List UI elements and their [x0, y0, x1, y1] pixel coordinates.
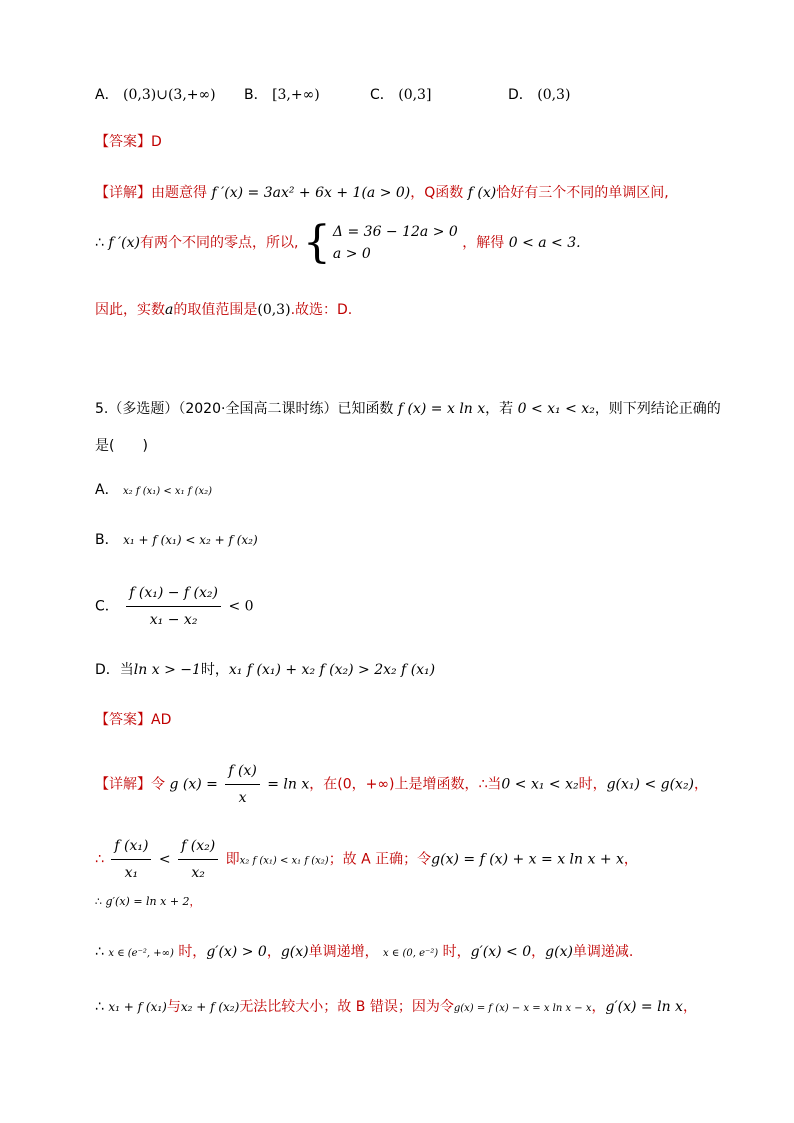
fraction-denominator: x₁ — [124, 865, 139, 881]
option-text: (0,3) — [537, 87, 571, 103]
q4-option-b — [244, 84, 320, 104]
fraction-numerator: f (x₁) − f (x₂) — [126, 582, 221, 607]
expression: x₂ + f (x₂) — [180, 1000, 240, 1014]
q5-option-b — [95, 530, 258, 550]
q4-option-d — [508, 84, 570, 104]
therefore-symbol: ∴ — [95, 851, 104, 868]
derivative-sign: g′(x) < 0 — [470, 944, 532, 960]
text: 时， — [178, 944, 207, 960]
q5-option-a — [95, 480, 212, 502]
option-letter: C． — [95, 598, 119, 615]
system-row: Δ = 36 − 12a > 0 — [332, 224, 458, 240]
variable: a — [165, 302, 174, 318]
g-fraction — [225, 760, 259, 809]
answer-value: D — [151, 134, 162, 150]
therefore-symbol: ∴ — [95, 944, 104, 960]
option-text: x₁ f (x₁) + x₂ f (x₂) > 2x₂ f (x₁) — [228, 662, 436, 678]
question-source: （多选题）（2020·全国高二课时练）已知函数 — [108, 401, 394, 417]
option-text: x₁ + f (x₁) < x₂ + f (x₂) — [123, 533, 258, 547]
detail-tag: 【详解】 — [95, 185, 151, 201]
q4-detail-line-1 — [95, 183, 669, 203]
therefore-symbol: ∴ — [95, 999, 104, 1015]
q5-answer — [95, 710, 171, 730]
text: 令 — [151, 776, 165, 793]
text: ，则下列结论正确的 — [594, 401, 721, 417]
q4-detail-line-2 — [95, 217, 581, 268]
equation-system — [302, 217, 458, 268]
q4-option-a — [95, 84, 216, 104]
answer-tag: 【答案】 — [95, 712, 151, 728]
function-symbol: g (x) = — [169, 776, 218, 793]
less-than: < — [158, 851, 171, 868]
system-row: a > 0 — [332, 246, 371, 262]
text: .故选：D. — [290, 302, 353, 318]
option-text: x₂ f (x₁) < x₁ f (x₂) — [123, 486, 213, 497]
fraction-numerator: f (x) — [225, 760, 259, 785]
expression: g(x) = f (x) + x = x ln x + x — [431, 851, 624, 868]
function-symbol: g(x) — [280, 944, 309, 960]
inequality: g(x₁) < g(x₂) — [606, 776, 695, 793]
function-symbol: f (x) — [467, 185, 497, 201]
option-letter: D． — [508, 87, 533, 103]
text: ，解得 — [462, 235, 505, 251]
text: ，在(0，+∞)上是增函数，∴当 — [309, 776, 502, 793]
text: 是( ) — [95, 438, 148, 454]
solution: 0 < a < 3. — [508, 235, 581, 251]
derivative: g′(x) = ln x — [605, 999, 683, 1015]
option-letter: A． — [95, 87, 119, 103]
left-brace-icon: { — [302, 217, 331, 268]
text: ， — [623, 851, 638, 868]
option-letter: A． — [95, 482, 119, 498]
interval: x ∈ (0, e⁻²) — [383, 948, 439, 959]
text: ；故 A 正确；令 — [328, 851, 432, 868]
text: 因此，实数 — [95, 302, 165, 318]
text: 时， — [442, 944, 471, 960]
option-text: < 0 — [228, 598, 254, 615]
text: ， — [189, 895, 201, 908]
text: ， — [682, 999, 697, 1015]
expression: = ln x — [267, 776, 310, 793]
q4-option-c — [370, 84, 431, 104]
detail-tag: 【详解】 — [95, 776, 151, 793]
text: 与 — [166, 999, 181, 1015]
answer-value: AD — [151, 712, 172, 728]
text: 有两个不同的零点，所以, — [140, 235, 299, 251]
option-text: (0,3)∪(3,+∞) — [123, 87, 216, 103]
q5-option-d — [95, 660, 435, 680]
text: ，Q函数 — [410, 185, 464, 201]
derivative-sign: g′(x) > 0 — [206, 944, 267, 960]
text: 无法比较大小；故 B 错误；因为令 — [239, 999, 454, 1015]
interval: x ∈ (e⁻², +∞) — [108, 948, 174, 959]
fraction-denominator: x₂ — [191, 865, 205, 881]
option-text: [3,+∞) — [272, 87, 320, 103]
q5-stem-line-2 — [95, 436, 148, 456]
option-letter: B． — [244, 87, 268, 103]
text: 恰好有三个不同的单调区间, — [496, 185, 669, 201]
condition: 0 < x₁ < x₂ — [517, 401, 595, 417]
function-definition: f (x) = x ln x — [397, 401, 486, 417]
fraction-2 — [178, 835, 218, 884]
system-rows — [333, 221, 458, 265]
expression: g′(x) = ln x + 2 — [105, 895, 190, 908]
condition: 0 < x₁ < x₂ — [501, 776, 579, 793]
text: 单调递减. — [572, 944, 634, 960]
text: 的取值范围是 — [173, 302, 258, 318]
q4-detail-line-3 — [95, 300, 352, 320]
text: ， — [531, 944, 546, 960]
text: 由题意得 — [151, 185, 207, 201]
q5-option-c — [95, 582, 254, 631]
q5-detail-line-5 — [95, 997, 697, 1019]
fraction-numerator: f (x₁) — [111, 835, 151, 860]
q5-detail-line-2 — [95, 835, 638, 884]
derivative-expression: f ′(x) = 3ax² + 6x + 1(a > 0) — [211, 185, 411, 201]
option-text: (0,3] — [398, 87, 432, 103]
q4-answer — [95, 132, 162, 152]
fraction-denominator: x — [238, 790, 247, 806]
text: 时， — [578, 776, 607, 793]
option-c-fraction — [126, 582, 221, 631]
text: ， — [694, 776, 709, 793]
therefore-symbol: ∴ — [95, 895, 102, 908]
q5-stem-line-1 — [95, 399, 721, 419]
q5-detail-line-4 — [95, 942, 633, 964]
therefore-symbol: ∴ — [95, 235, 104, 251]
fraction-numerator: f (x₂) — [178, 835, 218, 860]
text: 单调递增， — [308, 944, 379, 960]
fraction-1 — [111, 835, 151, 884]
option-letter: D． — [95, 662, 120, 678]
function-symbol: g(x) — [545, 944, 573, 960]
text: ，若 — [485, 401, 514, 417]
answer-tag: 【答案】 — [95, 134, 151, 150]
expression: g(x) = f (x) − x = x ln x − x — [453, 1003, 592, 1014]
option-letter: C． — [370, 87, 394, 103]
text: ， — [591, 999, 606, 1015]
condition: ln x > −1 — [133, 662, 201, 678]
q5-detail-line-3 — [95, 892, 201, 912]
text: ， — [266, 944, 281, 960]
text: 当 — [119, 662, 134, 678]
text: 时， — [200, 662, 229, 678]
text: 即 — [225, 851, 240, 868]
fraction-denominator: x₁ − x₂ — [149, 612, 198, 628]
range: (0,3) — [257, 302, 291, 318]
inequality: x₂ f (x₁) < x₁ f (x₂) — [239, 855, 329, 867]
derivative-symbol: f ′(x) — [108, 235, 141, 251]
question-number: 5. — [95, 401, 109, 417]
expression: x₁ + f (x₁) — [108, 1000, 167, 1014]
option-letter: B． — [95, 532, 119, 548]
q5-detail-line-1 — [95, 760, 708, 809]
